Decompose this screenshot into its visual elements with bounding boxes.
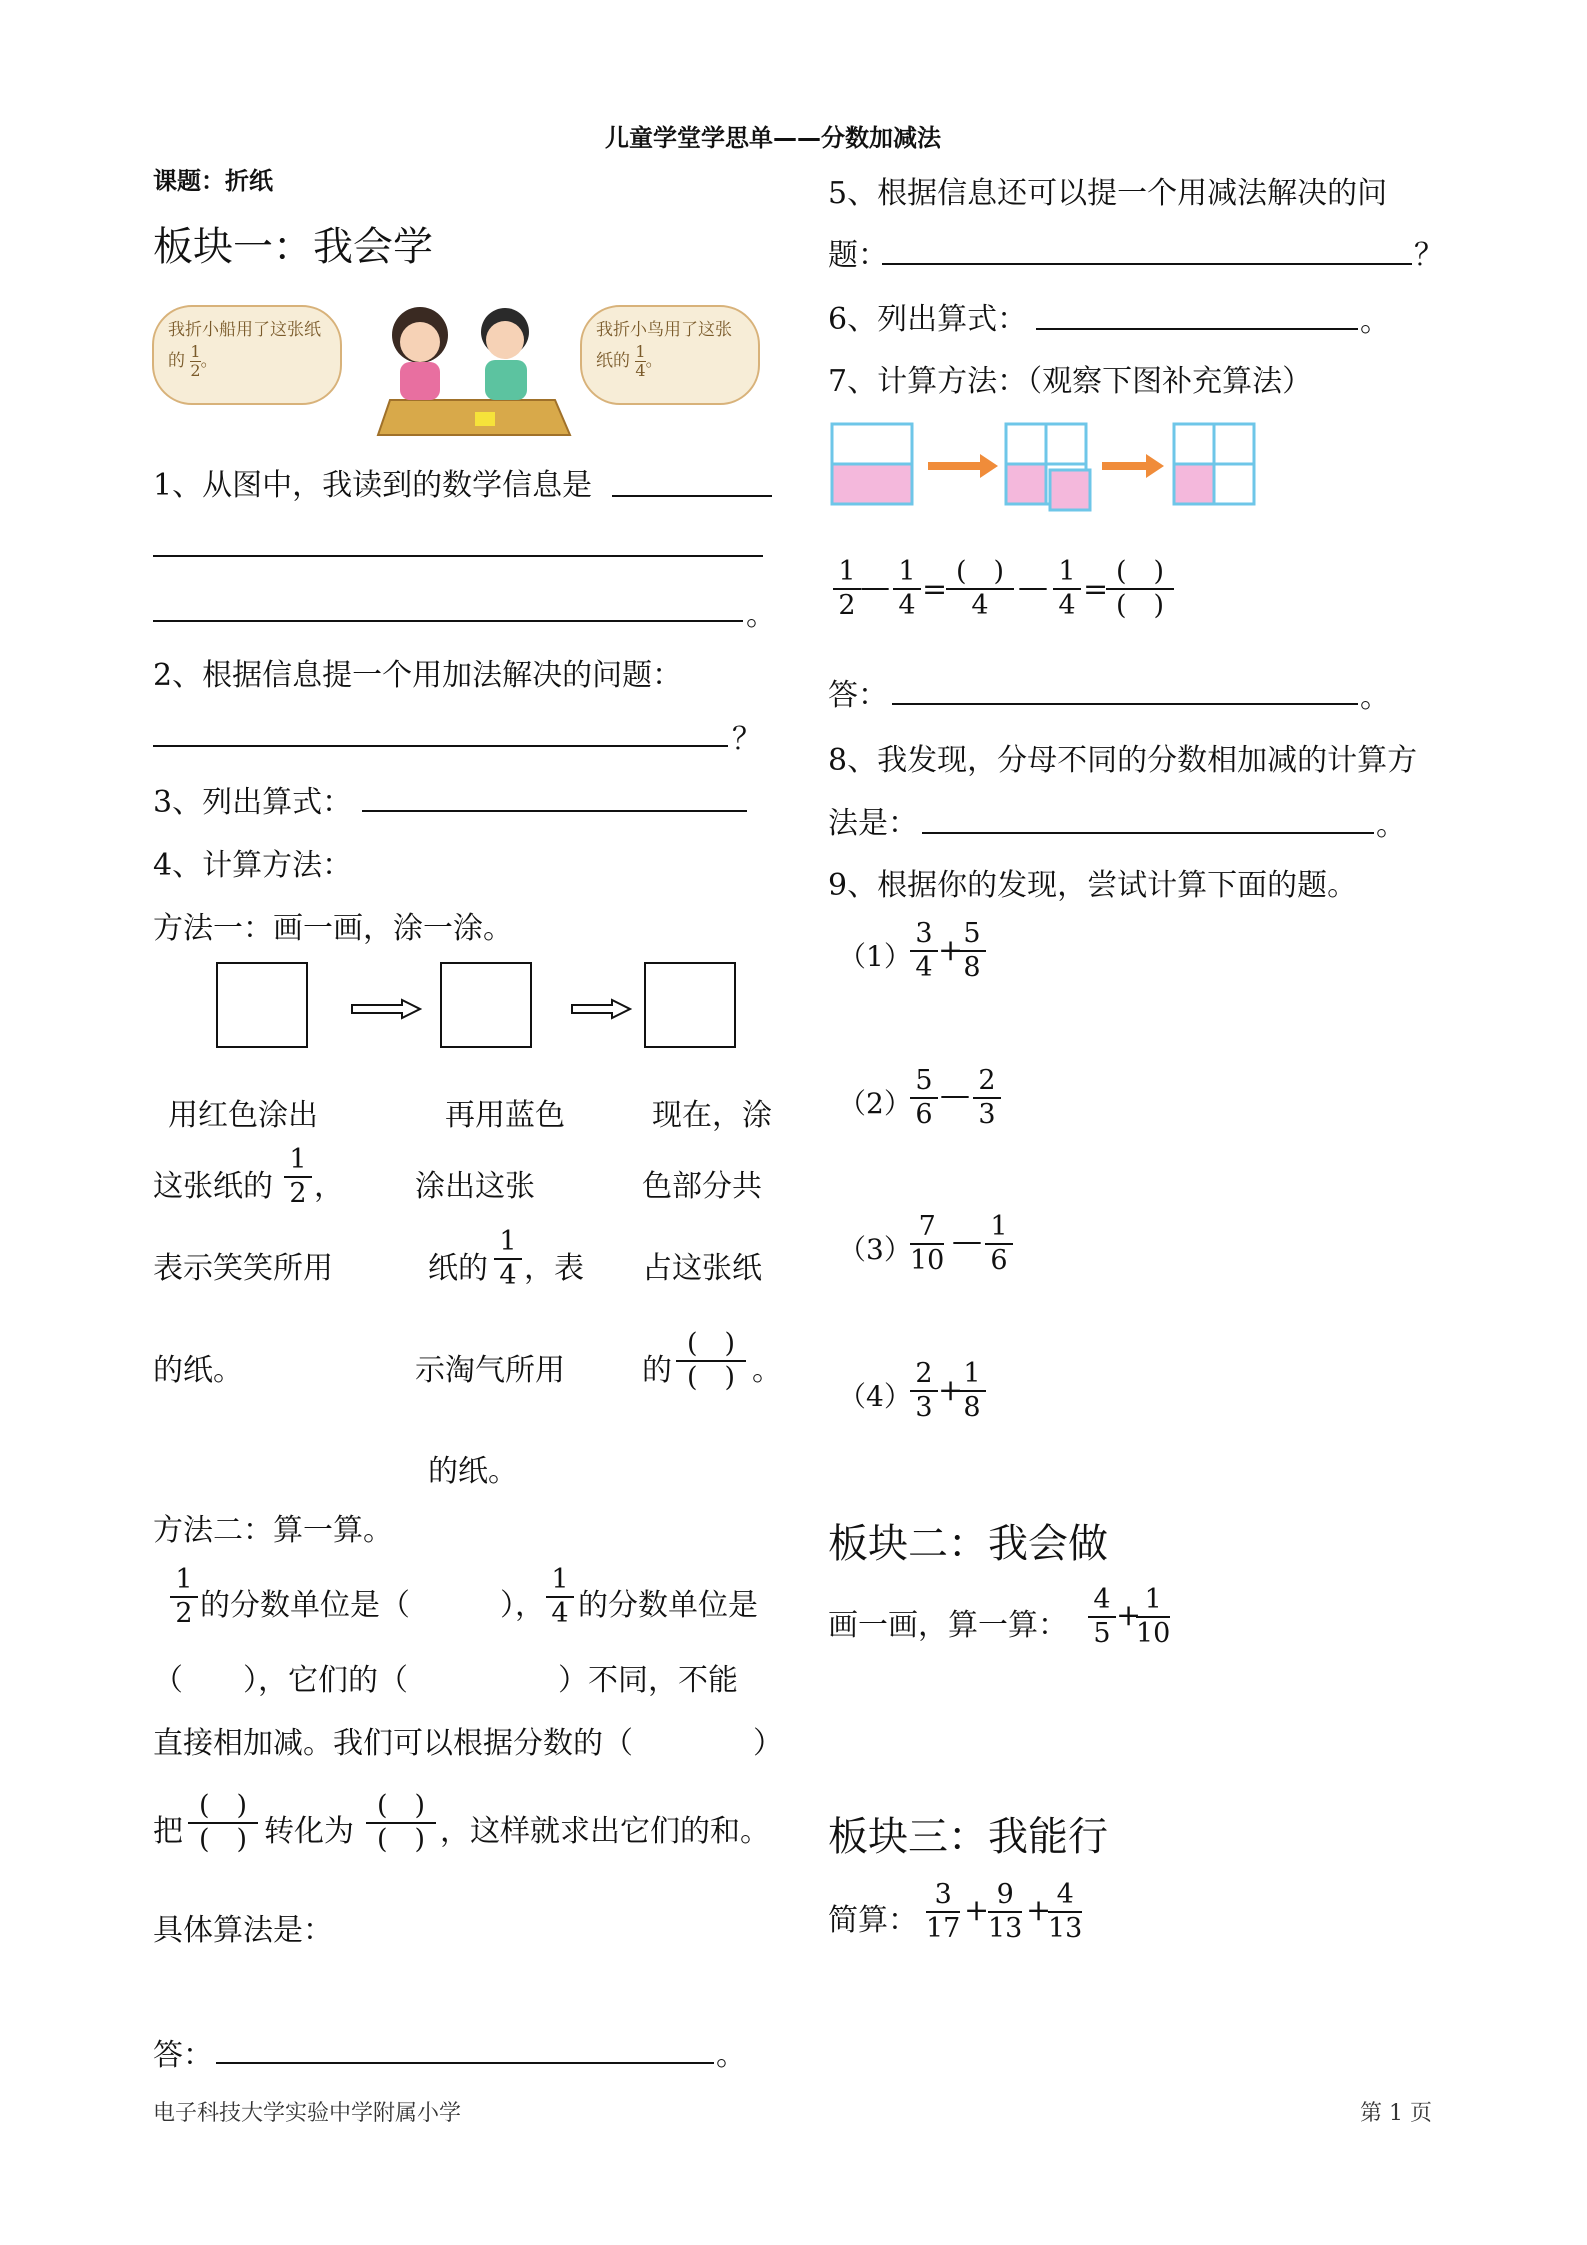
problem-2-fraction-a: 5 6 [910,1065,938,1131]
problem-2-label: （2） [838,1087,912,1120]
col3-period: 。 [752,1353,782,1388]
method1-text: 方法一：画一画，涂一涂。 [153,911,513,946]
speech-bubble-right [580,305,760,405]
eq-minus-1: — [860,570,890,605]
fraction-blank[interactable]: ( ) ( ) [676,1328,746,1394]
q8-text-a: 8、我发现，分母不同的分数相加减的计算方 [828,743,1418,778]
q4-text: 4、计算方法： [153,848,353,883]
right-answer-period: 。 [1360,680,1390,715]
q2-blank[interactable] [153,745,728,747]
q1-blank-1[interactable] [612,495,772,497]
col2-line3b: ，表 [524,1251,584,1286]
s3-fraction-2: 9 13 [988,1879,1023,1944]
col3-line1: 现在，涂 [652,1098,772,1133]
eq-fraction-1: 1 2 [833,556,861,622]
speech-bubble-left [152,305,342,405]
hollow-arrow-icon [570,998,632,1020]
fraction-one-half: 1 2 [284,1144,312,1210]
problem-3-fraction-a: 7 10 [910,1211,945,1276]
eq-fraction-4: 1 4 [1053,556,1081,622]
fraction-blank-from[interactable]: ( ) ( ) [188,1790,258,1856]
q8-blank[interactable] [922,832,1374,834]
m2-line-b: 的分数单位是 [578,1588,758,1623]
problem-2-fraction-b: 2 3 [973,1065,1001,1131]
bubble-right-num: 1 [635,342,646,361]
q3-blank[interactable] [362,810,747,812]
q5-text-b: 题： [828,238,888,273]
s3-fraction-3: 4 13 [1048,1879,1083,1944]
q9-text: 9、根据你的发现，尝试计算下面的题。 [828,868,1358,903]
hollow-arrow-icon [350,998,422,1020]
footer-page-number: 第 1 页 [1360,2101,1432,2126]
q1-period: 。 [746,598,776,633]
col2-line4: 示淘气所用 [415,1353,565,1388]
problem-1-label: （1） [838,940,912,973]
drawing-box-1[interactable] [216,962,308,1048]
m2-line-d: 直接相加减。我们可以根据分数的（ ） [153,1726,783,1761]
bubble-right-end: 。 [645,351,663,371]
q8-period: 。 [1376,808,1406,843]
col2-line2: 涂出这张 [415,1169,535,1204]
left-answer-blank[interactable] [216,2062,714,2064]
col1-line2: 这张纸的 [153,1169,273,1204]
bubble-left-den: 2 [190,361,201,380]
problem-3-fraction-b: 1 6 [985,1211,1013,1277]
q5-text-a: 5、根据信息还可以提一个用减法解决的问 [828,176,1388,211]
fraction-one-quarter: 1 4 [494,1226,522,1292]
m2-line-c: （ ），它们的（ ）不同，不能 [153,1663,738,1698]
problem-3-label: （3） [838,1233,912,1266]
col2-line3: 纸的 [428,1251,488,1286]
drawing-box-3[interactable] [644,962,736,1048]
col3-line2: 色部分共 [642,1169,762,1204]
footer-school: 电子科技大学实验中学附属小学 [153,2101,462,2126]
q2-question-mark: ？ [732,722,762,757]
eq-fraction-5[interactable]: ( ) ( ) [1106,556,1174,622]
section2-text: 画一画，算一算： [828,1608,1068,1643]
drawing-box-2[interactable] [440,962,532,1048]
bubble-left-end: 。 [200,351,218,371]
q1-blank-3[interactable] [153,620,743,622]
children-drawing [340,290,580,440]
problem-1-fraction-b: 5 8 [958,918,986,984]
page-title: 儿童学堂学思单——分数加减法 [605,124,941,152]
col1-line4: 的纸。 [153,1353,243,1388]
q7-text: 7、计算方法：（观察下图补充算法） [828,364,1313,399]
m2-line-e3: ，这样就求出它们的和。 [440,1814,770,1849]
section1-heading: 板块一：我会学 [153,224,433,270]
left-answer-label: 答： [153,2038,213,2073]
problem-3-operator: — [952,1224,982,1259]
q6-blank[interactable] [1036,328,1358,330]
problem-1-fraction-a: 3 4 [910,918,938,984]
q1-text: 1、从图中，我读到的数学信息是 [153,468,593,503]
bubble-left-num: 1 [190,342,201,361]
q3-text: 3、列出算式： [153,785,353,820]
problem-2-operator: — [940,1078,970,1113]
lesson-title: 课题：折纸 [153,167,273,195]
bubble-right-text: 我折小鸟用了这张纸的 [596,320,732,371]
col3-line4: 的 [642,1353,672,1388]
left-answer-period: 。 [716,2038,746,2073]
col2-line1: 再用蓝色 [445,1098,565,1133]
eq-fraction-3[interactable]: ( ) 4 [946,556,1014,622]
problem-4-fraction-b: 1 8 [958,1358,986,1424]
col1-line1: 用红色涂出 [168,1098,318,1133]
method2-text: 方法二：算一算。 [153,1513,393,1548]
fraction-one-quarter-m2: 1 4 [546,1564,574,1630]
section2-heading: 板块二：我会做 [828,1521,1108,1567]
fraction-subtraction-diagram [830,422,1260,522]
col1-comma: ， [314,1169,344,1204]
m2-line-e1: 把 [153,1814,183,1849]
section3-text: 简算： [828,1903,918,1938]
problem-4-fraction-a: 2 3 [910,1358,938,1424]
problem-4-label: （4） [838,1380,912,1413]
m2-line-a: 的分数单位是（ ）， [200,1588,545,1623]
section3-heading: 板块三：我能行 [828,1814,1108,1860]
right-answer-label: 答： [828,678,888,713]
s2-plus: + [1116,1598,1142,1633]
q5-blank[interactable] [882,263,1412,265]
eq-minus-2: — [1018,570,1048,605]
eq-equals-2: = [1083,572,1109,607]
eq-fraction-2: 1 4 [893,556,921,622]
m2-line-f: 具体算法是： [153,1913,333,1948]
s2-fraction-1: 4 5 [1088,1584,1116,1650]
s3-fraction-1: 3 17 [926,1879,961,1944]
q6-text: 6、列出算式： [828,302,1028,337]
q2-text: 2、根据信息提一个用加法解决的问题： [153,658,683,693]
fraction-one-half-m2: 1 2 [170,1564,198,1630]
s2-fraction-2: 1 10 [1136,1584,1171,1649]
right-answer-blank[interactable] [892,703,1358,705]
q8-text-b: 法是： [828,806,918,841]
eq-equals-1: = [922,572,948,607]
fraction-blank-to[interactable]: ( ) ( ) [366,1790,436,1856]
bubble-right-den: 4 [635,361,646,380]
col1-line3: 表示笑笑所用 [153,1251,333,1286]
m2-line-e2: 转化为 [264,1814,354,1849]
problem-4-operator: + [938,1373,964,1408]
q1-blank-2[interactable] [153,555,763,557]
s3-plus-1: + [964,1893,990,1928]
col3-line3: 占这张纸 [642,1251,762,1286]
s3-plus-2: + [1026,1893,1052,1928]
q5-question-mark: ？ [1414,238,1444,273]
problem-1-operator: + [938,933,964,968]
bubble-left-text: 我折小船用了这张纸的 [168,320,321,371]
illustration [150,290,760,440]
q6-period: 。 [1360,304,1390,339]
col2-line5: 的纸。 [428,1454,518,1489]
